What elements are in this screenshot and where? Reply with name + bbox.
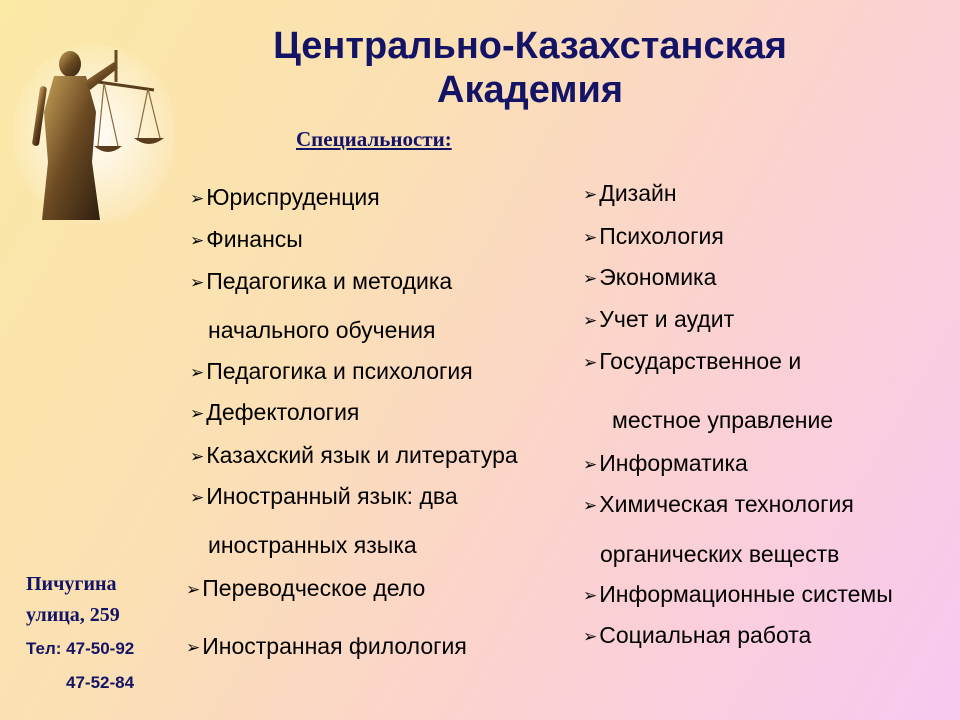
specialty-item: [190, 441, 518, 472]
specialty-label: Иностранный язык: два: [206, 483, 458, 509]
contact-phone-2: 47-52-84: [66, 673, 135, 692]
specialty-label: Педагогика и психология: [206, 358, 473, 384]
specialty-continuation: органических веществ: [600, 541, 840, 567]
title-line-2: Академия: [437, 69, 623, 111]
arrowhead-bullet-icon: ➢: [186, 638, 201, 657]
arrowhead-bullet-icon: ➢: [583, 627, 598, 646]
arrowhead-bullet-icon: ➢: [190, 404, 205, 423]
arrowhead-bullet-icon: ➢: [583, 455, 598, 474]
arrowhead-bullet-icon: ➢: [190, 189, 205, 208]
arrowhead-bullet-icon: ➢: [583, 269, 598, 288]
arrowhead-bullet-icon: ➢: [190, 363, 205, 382]
arrowhead-bullet-icon: ➢: [583, 496, 598, 515]
arrowhead-bullet-icon: ➢: [583, 228, 598, 247]
specialty-item: [186, 632, 467, 663]
specialty-continuation: иностранных языка: [208, 532, 417, 558]
arrowhead-bullet-icon: ➢: [186, 580, 201, 599]
arrowhead-bullet-icon: ➢: [583, 586, 598, 605]
specialty-item: [583, 490, 854, 521]
specialty-item: [583, 580, 893, 611]
specialty-item: [583, 347, 801, 378]
arrowhead-bullet-icon: ➢: [583, 185, 598, 204]
specialty-label: Информатика: [599, 450, 748, 476]
specialty-label: Финансы: [206, 226, 303, 252]
page-title: [210, 24, 850, 112]
specialty-label: Психология: [599, 223, 724, 249]
specialty-label: Химическая технология: [599, 491, 854, 517]
specialty-item: [186, 574, 425, 605]
specialty-item: [583, 621, 811, 652]
contact-street-number: улица, 259: [26, 604, 120, 626]
specialty-label: Дефектология: [206, 399, 360, 425]
arrowhead-bullet-icon: ➢: [583, 311, 598, 330]
specialty-label: Казахский язык и литература: [206, 442, 518, 468]
specialty-label: Иностранная филология: [202, 633, 467, 659]
specialty-continuation: начального обучения: [208, 317, 436, 343]
specialty-continuation: местное управление: [612, 407, 834, 433]
title-line-1: Центрально-Казахстанская: [273, 25, 787, 67]
specialty-item: [583, 222, 724, 253]
specialty-item: [190, 225, 303, 256]
specialty-item: [583, 263, 716, 294]
specialty-item: [190, 482, 458, 513]
arrowhead-bullet-icon: ➢: [190, 447, 205, 466]
specialty-label: Юриспруденция: [206, 184, 380, 210]
contact-phone-1: Тел: 47-50-92: [26, 639, 135, 658]
arrowhead-bullet-icon: ➢: [190, 231, 205, 250]
specialty-item: [190, 267, 452, 298]
specialty-item: [190, 357, 473, 388]
specialty-label: Государственное и: [599, 348, 802, 374]
themis-statue-image: [14, 42, 174, 222]
specialty-item: [583, 179, 677, 210]
contact-street-name: Пичугина: [26, 573, 117, 595]
specialty-item: [190, 398, 359, 429]
specialty-label: Информационные системы: [599, 581, 893, 607]
arrowhead-bullet-icon: ➢: [190, 488, 205, 507]
specialty-label: Педагогика и методика: [206, 268, 453, 294]
specialty-label: Социальная работа: [599, 622, 812, 648]
specialty-item: [583, 449, 748, 480]
specialties-heading: Специальности:: [296, 127, 452, 151]
specialty-label: Дизайн: [599, 180, 677, 206]
specialty-label: Переводческое дело: [202, 575, 426, 601]
specialty-item: [583, 305, 734, 336]
arrowhead-bullet-icon: ➢: [190, 273, 205, 292]
specialty-item: [190, 183, 380, 214]
arrowhead-bullet-icon: ➢: [583, 353, 598, 372]
specialty-label: Экономика: [599, 264, 717, 290]
specialty-label: Учет и аудит: [599, 306, 735, 332]
